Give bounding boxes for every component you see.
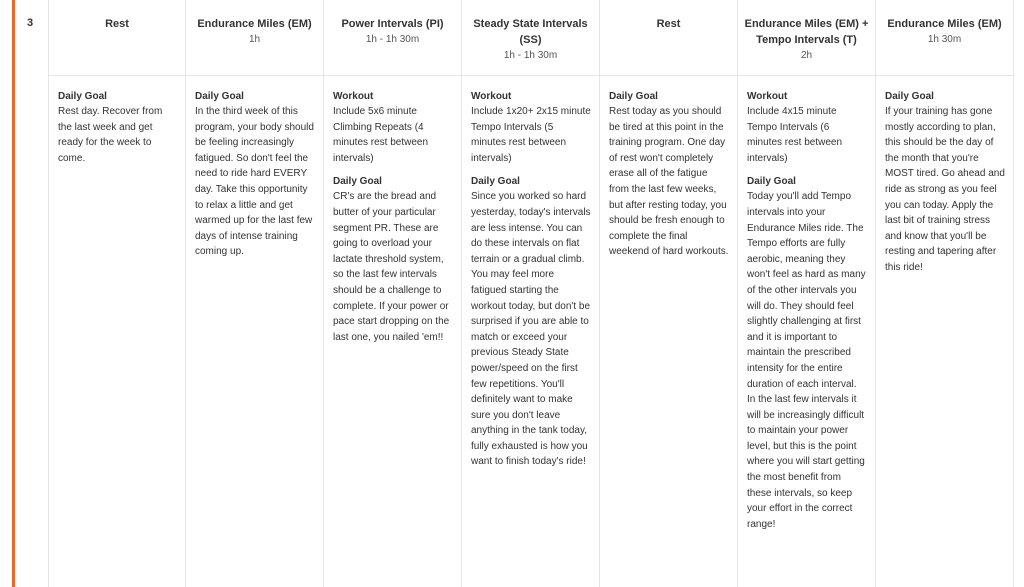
day-details bbox=[600, 76, 737, 269]
day-header[interactable] bbox=[49, 0, 185, 76]
day-header[interactable] bbox=[876, 0, 1013, 76]
workout-title: Power Intervals (PI) bbox=[341, 18, 444, 30]
day-details bbox=[462, 76, 599, 479]
day-column bbox=[738, 0, 876, 587]
workout-duration: 2h bbox=[800, 50, 813, 61]
daily-goal-text: CR's are the bread and butter of your particular segment PR. These are going to overload your lactate threshold system, so the last few intervals should be a challenge to complete. If your power or pace start dropping on the last one, you nailed 'em!! bbox=[333, 191, 450, 343]
day-column bbox=[462, 0, 600, 587]
workout-title: Steady State Intervals (SS) bbox=[473, 18, 588, 46]
workout-title: Rest bbox=[105, 18, 129, 30]
workout-title: Rest bbox=[656, 18, 681, 30]
workout-duration: 1h bbox=[248, 34, 261, 45]
workout-title: Endurance Miles (EM) + Tempo Intervals (T) bbox=[744, 18, 869, 46]
daily-goal-label: Daily Goal bbox=[747, 176, 796, 188]
day-details bbox=[738, 76, 875, 541]
daily-goal-label: Daily Goal bbox=[885, 91, 934, 102]
daily-goal-label: Daily Goal bbox=[609, 91, 658, 102]
day-column bbox=[48, 0, 186, 587]
workout-duration: 1h - 1h 30m bbox=[365, 34, 420, 45]
workout-title: Endurance Miles (EM) bbox=[887, 18, 1002, 30]
daily-goal-text: Today you'll add Tempo intervals into your Endurance Miles ride. The Tempo efforts are fully aerobic, meaning they won't feel as hard as many of the other intervals you will do. They should feel slightly challenging at first and it is important to maintain the prescribed intensity for the entire duration of each interval. In the last few intervals it will be increasingly difficult to maintain your power level, but this is the point where you will start getting the most benefit from these intervals, so keep your effort in the correct range! bbox=[747, 191, 866, 530]
daily-goal-text: Rest day. Recover from the last week and get ready for the week to come. bbox=[58, 106, 163, 164]
workout-duration: 1h 30m bbox=[927, 34, 962, 45]
day-header[interactable] bbox=[462, 0, 599, 76]
daily-goal-label: Daily Goal bbox=[195, 91, 244, 102]
day-header[interactable] bbox=[600, 0, 737, 76]
daily-goal-text: Rest today as you should be tired at this point in the training program. One day of rest won't completely erase all of the fatigue from the last few weeks, but after resting today, you should be fresh enough to complete the final weekend of hard workouts. bbox=[609, 106, 729, 258]
daily-goal-label: Daily Goal bbox=[58, 91, 107, 102]
day-column bbox=[324, 0, 462, 587]
workout-title: Endurance Miles (EM) bbox=[197, 18, 312, 30]
day-column bbox=[600, 0, 738, 587]
day-header[interactable] bbox=[324, 0, 461, 76]
workout-label: Workout bbox=[333, 91, 374, 102]
day-column bbox=[186, 0, 324, 587]
day-details bbox=[324, 76, 461, 354]
day-header[interactable] bbox=[186, 0, 323, 76]
workout-text: Include 5x6 minute Climbing Repeats (4 minutes rest between intervals) bbox=[333, 106, 429, 164]
day-details bbox=[186, 76, 323, 269]
day-header[interactable] bbox=[738, 0, 875, 76]
week-number: 3 bbox=[26, 17, 34, 29]
day-column bbox=[876, 0, 1014, 587]
workout-text: Include 4x15 minute Tempo Intervals (6 minutes rest between intervals) bbox=[747, 106, 843, 164]
workout-text: Include 1x20+ 2x15 minute Tempo Intervals (5 minutes rest between intervals) bbox=[471, 106, 591, 164]
workout-label: Workout bbox=[747, 91, 788, 102]
workout-label: Workout bbox=[471, 91, 512, 102]
day-details bbox=[49, 76, 185, 175]
daily-goal-text: Since you worked so hard yesterday, today's intervals are less intense. You can do these intervals on flat terrain or a gradual climb. You may feel more fatigued starting the workout today, but don't be surprised if you are able to match or exceed your previous Steady State power/speed on the first few repetitions. You'll definitely want to make sure you don't leave anything in the tank today, fully exhausted is how you want to finish today's ride! bbox=[471, 191, 591, 468]
daily-goal-label: Daily Goal bbox=[333, 176, 382, 188]
day-details bbox=[876, 76, 1013, 285]
daily-goal-text: In the third week of this program, your body should be feeling increasingly fatigued. So don't feel the need to ride hard EVERY day. Take this opportunity to relax a little and get warmed up for the last few days of intense training coming up. bbox=[195, 106, 314, 258]
days-row bbox=[48, 0, 1014, 587]
workout-duration: 1h - 1h 30m bbox=[503, 50, 558, 61]
daily-goal-text: If your training has gone mostly according to plan, this should be the day of the month that you're MOST tired. Go ahead and ride as strong as you feel you can today. Apply the last bit of training stress and know that you'll be resting and tapering after this ride! bbox=[885, 106, 1005, 273]
week-number-column bbox=[15, 0, 49, 587]
daily-goal-label: Daily Goal bbox=[471, 176, 520, 188]
